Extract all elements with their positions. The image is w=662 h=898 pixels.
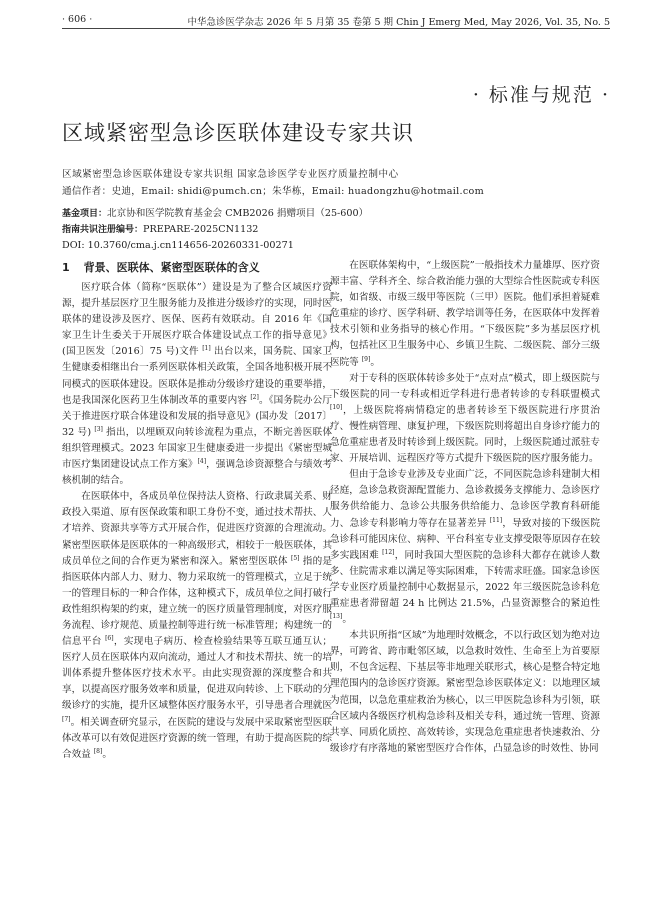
section-tag: · 标准与规范 ·	[472, 84, 610, 106]
running-header	[62, 8, 610, 29]
journal-citation: 中华急诊医学杂志 2026 年 5 月第 35 卷第 5 期 Chin J Emerg Med, May 2026, Vol. 35, No. 5	[187, 17, 610, 28]
corresponding-author: 通信作者：史迪，Email: shidi@pumch.cn；朱华栋，Email: huadongzhu@hotmail.com	[62, 186, 485, 197]
registration-info	[62, 222, 258, 238]
body-paragraph: 医疗联合体（简称“医联体”）建设是为了整合区域医疗资源，提升基层医疗卫生服务能力及推进分级诊疗的实现，同时医联体的建设涉及医疗、医保、医药有效联动。自 2016 年《国家卫生计生委关于开展医疗联合体建设试点工作的指导意见》(国卫医发〔2016〕75 号)文件 [1] 出台以来，国务院、国家卫生健康委相继出台一系列医联体相关政策，全国各地积极开展不同模式的医联体建设。医联体是推动分级诊疗建设的重要举措，也是我国深化医药卫生体制改革的重要内容 [2]。《国务院办公厅关于推进医疗联合体建设和发展的指导意见》(国办发〔2017〕32 号) [3] 指出，以埋顾双向转诊流程为重点，不断完善医联体组织管理模式。2023 年国家卫生健康委进一步提出《紧密型城市医疗集团建设试点工作方案》[4]，强调急诊资源整合与绩效考核机制的结合。	[62, 282, 333, 487]
body-paragraph: 本共识所指“区域”为地理时效概念，不以行政区划为绝对边界，可跨省、跨市毗邻区域，以急救时效性、生命至上为首要原则，不包含远程、下基层等非地理关联形式，核心是整合特定地理范围内的急诊医疗资源。紧密型急诊医联体定义：以地理区域为范围，以急危重症救治为核心，以三甲医院急诊科为引领，联合区域内各级医疗机构急诊科及相关专科，通过统一管理、资源共享、同质化质控、高效转诊，实现急危重症患者快速救治、分级诊疗有序落地的紧密型医疗合作体，凸显急诊的时效性、协同	[330, 630, 600, 754]
citation-ref: [3]	[94, 425, 103, 433]
citation-ref: [8]	[93, 747, 103, 755]
registration-label: 指南共识注册编号：	[62, 225, 144, 235]
body-paragraph: 在医联体中，各成员单位保持法人资格、行政隶属关系、财政投入渠道、原有医保政策和职工身份不变，通过技术帮扶、人才培养、资源共享等方式开展合作，促进医疗资源的合理流动。紧密型医联体是医联体的一种高级形式，相较于一般医联体，其成员单位之间的合作更为紧密和深入。紧密型医联体 [5] 指的是指医联体内部人力、财力、物力采取统一的管理模式，立足于统一的管理目标的一种合作体，这种模式下，成员单位之间打破行政性组织构架的约束，建立统一的医疗质量管理制度，对医疗服务流程、诊疗规范、质量控制等进行统一标准管理；构建统一的信息平台 [6]，实现电子病历、检查检验结果等互联互通互认；医疗人员在医联体内双向流动，通过人才和技术帮扶、统一的培训体系提升整体医疗技术水平。由此实现资源的深度整合和共享，以提高医疗服务效率和质量，促进双向转诊、上下联动的分级诊疗的实施，提升区域整体医疗服务水平，引导患者合理就医 [7]。相关调查研究显示，在医院的建设与发展中采取紧密型医联体改革可以有效促进医疗资源的统一管理，有助于提高医院的综合效益 [8]。	[62, 491, 332, 760]
article-title: 区域紧密型急诊医联体建设专家共识	[62, 121, 414, 145]
right-column	[330, 258, 600, 757]
fund-label: 基金项目：	[62, 209, 108, 219]
citation-ref: [10]	[330, 403, 343, 411]
citation-ref: [4]	[197, 458, 207, 466]
section-number: 1	[62, 261, 70, 274]
citation-ref: [12]	[382, 548, 395, 556]
page-number: · 606 ·	[62, 14, 93, 25]
citation-ref: [11]	[489, 516, 503, 524]
fund-text: 北京协和医学院教育基金会 CMB2026 捐赠项目（25-600）	[107, 208, 369, 219]
citation-ref: [5]	[290, 554, 300, 562]
citation-ref: [2]	[250, 393, 259, 401]
citation-ref: [9]	[361, 355, 371, 363]
fund-info	[62, 206, 368, 222]
body-paragraph: 对于专科的医联体转诊多处于“点对点”模式，即上级医院与下级医院的同一专科或相近学科进行患者转诊的专科联盟模式 [10]，上级医院将病情稳定的患者转诊至下级医院进行序贯治疗、慢性病管理、康复护理，下级医院则将超出自身诊疗能力的急危重症患者及时转诊到上级医院。同时，上级医院通过派驻专家、开展培训、远程医疗等方式提升下级医院的医疗服务能力。	[330, 372, 600, 465]
section-heading-text: 背景、医联体、紧密型医联体的含义	[83, 261, 260, 274]
citation-ref: [13]	[330, 613, 343, 621]
body-paragraph: 但由于急诊专业涉及专业面广泛，不同医院急诊科建制大相径庭，急诊急救资源配置能力、急诊救援务支撑能力、急诊医疗服务供给能力、急诊公共服务供给能力、急诊医学教育科研能力、急诊专科影响力等存在显著差异 [11]，导致对接的下级医院急诊科可能因床位、病种、平台科室专业支撑受限等原因存在较多实践困难 [12]，同时我国大型医院的急诊科大都存在就诊人数多、住院需求难以满足等实际困难，下转需求旺盛。国家急诊医学专业医疗质量控制中心数据显示，2022 年三级医院急诊科危重症患者滞留超 24 h 比例达 21.5%，凸显资源整合的紧迫性 [13]。	[330, 469, 600, 626]
author-group: 区域紧密型急诊医联体建设专家共识组 国家急诊医学专业医疗质量控制中心	[62, 169, 399, 180]
registration-text: PREPARE-2025CN1132	[143, 224, 259, 235]
citation-ref: [1]	[202, 345, 211, 353]
body-paragraph: 在医联体架构中，“上级医院”一般指技术力量雄厚、医疗资源丰富、学科齐全、综合救治能力强的大型综合性医院或专科医院，如省级、市级三级甲等医院（三甲）医院。他们承担着疑难危重症的诊疗、医学科研、教学培训等任务，在医联体中发挥着技术引领和业务指导的核心作用。“下级医院”多为基层医疗机构，包括社区卫生服务中心、乡镇卫生院、二级医院、部分三级医院等 [9]。	[330, 260, 600, 368]
doi: DOI: 10.3760/cma.j.cn114656-20260331-00271	[62, 240, 294, 251]
section-heading	[62, 257, 332, 279]
citation-ref: [6]	[105, 635, 114, 643]
left-column	[62, 257, 332, 763]
citation-ref: [7]	[62, 715, 71, 723]
